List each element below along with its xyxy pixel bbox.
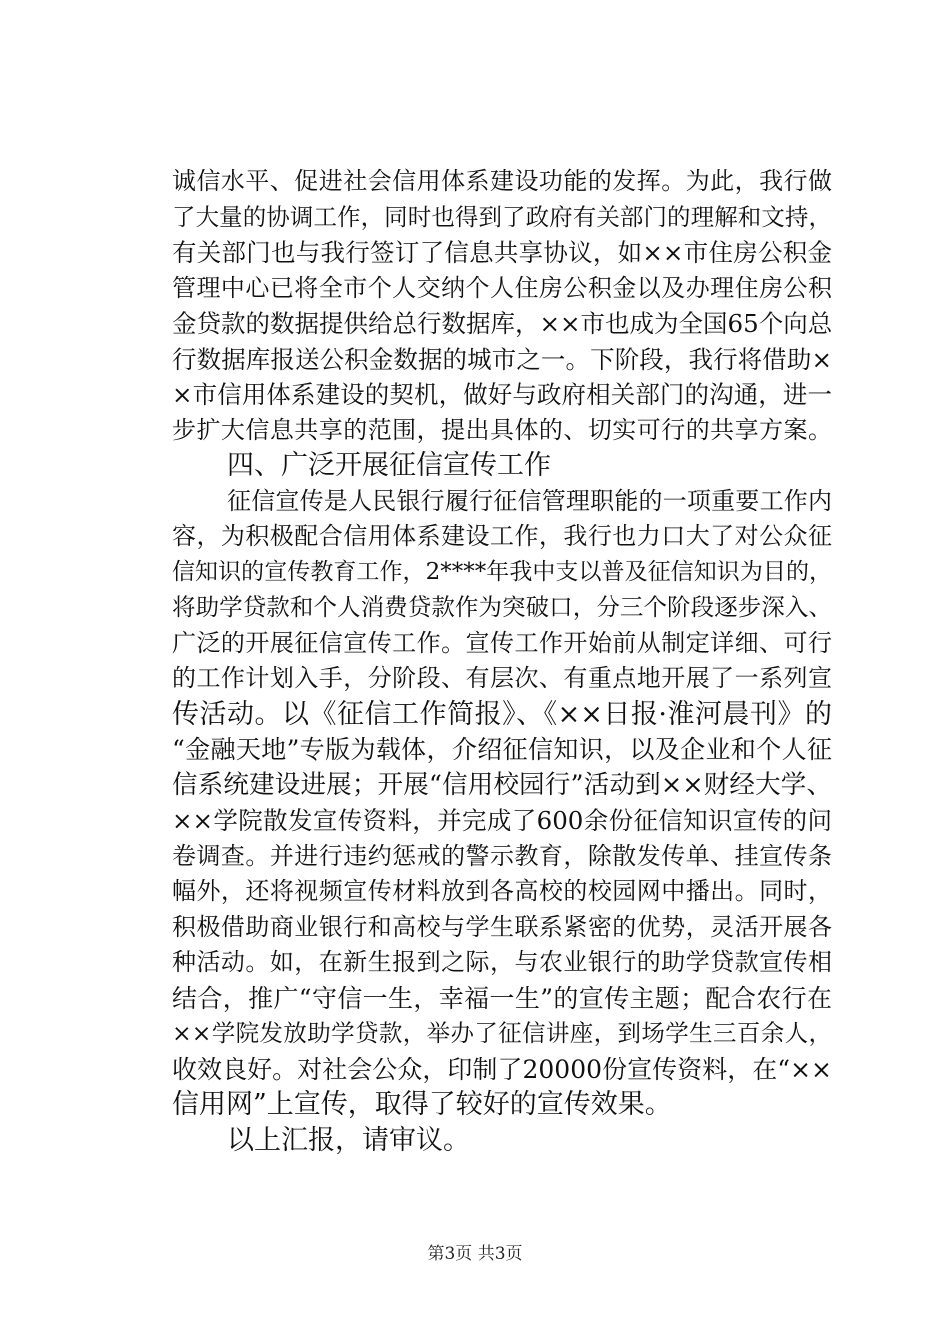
- text-line: 步扩大信息共享的范围，提出具体的、切实可行的共享方案。: [172, 415, 832, 444]
- text-line: ××学院发放助学贷款，举办了征信讲座，到场学生三百余人，: [172, 1019, 832, 1047]
- text-line: 卷调查。并进行违约惩戒的警示教育，除散发传单、挂宣传条: [172, 841, 832, 870]
- text-line: 了大量的协调工作，同时也得到了政府有关部门的理解和文持，: [172, 202, 832, 231]
- text-line: “金融天地”专版为载体，介绍征信知识，以及企业和个人征: [172, 735, 832, 764]
- text-line: 传活动。以《征信工作简报》、《××日报·淮河晨刊》的: [172, 698, 832, 730]
- text-line: 容，为积极配合信用体系建设工作，我行也力口大了对公众征: [172, 522, 832, 550]
- text-line: 信用网”上宣传，取得了较好的宣传效果。: [172, 1089, 672, 1120]
- text-line: 种活动。如，在新生报到之际，与农业银行的助学贷款宣传相: [172, 948, 832, 976]
- text-line: 积极借助商业银行和高校与学生联系紧密的优势，灵活开展各: [172, 912, 832, 941]
- text-line: 信系统建设进展；开展“信用校园行”活动到××财经大学、: [172, 769, 832, 800]
- text-line: 管理中心已将全市个人交纳个人住房公积金以及办理住房公积: [172, 273, 832, 302]
- text-line: 广泛的开展征信宣传工作。宣传工作开始前从制定详细、可行: [172, 628, 832, 657]
- text-line: 将助学贷款和个人消费贷款作为突破口，分三个阶段逐步深入、: [172, 593, 832, 621]
- text-line: 信知识的宣传教育工作，2****年我中支以普及征信知识为目的，: [172, 558, 832, 585]
- text-line: 收效良好。对社会公众，印制了20000份宣传资料，在“××: [172, 1054, 832, 1084]
- text-line: 行数据库报送公积金数据的城市之一。下阶段，我行将借助×: [172, 344, 832, 374]
- text-line: 征信宣传是人民银行履行征信管理职能的一项重要工作内: [227, 486, 832, 515]
- text-line: ×市信用体系建设的契机，做好与政府相关部门的沟通，进一: [172, 380, 832, 409]
- text-line: 幅外，还将视频宣传材料放到各高校的校园网中播出。同时，: [172, 877, 832, 905]
- page-footer: 第3页 共3页: [427, 1244, 523, 1264]
- text-line: 诚信水平、促进社会信用体系建设功能的发挥。为此，我行做: [172, 167, 832, 195]
- text-line: 的工作计划入手，分阶段、有层次、有重点地开展了一系列宣: [172, 664, 832, 692]
- closing-line: 以上汇报，请审议。: [227, 1124, 470, 1156]
- body-text: [172, 164, 832, 1158]
- text-line: 金贷款的数据提供给总行数据库，××市也成为全国65个向总: [172, 309, 833, 338]
- text-line: 结合，推广“守信一生，幸福一生”的宣传主题；配合农行在: [172, 983, 832, 1013]
- text-line: ××学院散发宣传资料，并完成了600余份征信知识宣传的问: [172, 806, 832, 835]
- section-heading: 四、广泛开展征信宣传工作: [227, 450, 551, 481]
- text-line: 有关部门也与我行签订了信息共享协议，如××市住房公积金: [172, 238, 832, 267]
